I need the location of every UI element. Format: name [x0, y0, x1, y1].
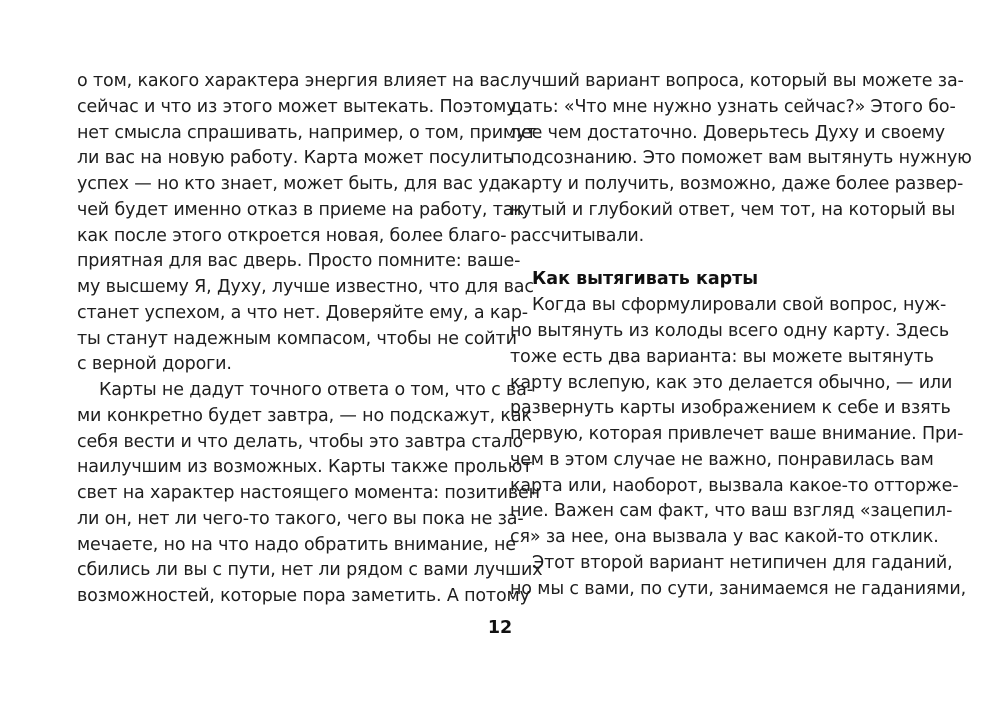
section-gap — [510, 249, 925, 266]
text-line: мечаете, но на что надо обратить внимание, не — [77, 534, 516, 555]
text-line: возможностей, которые пора заметить. А потому — [77, 586, 530, 606]
text-line: ли он, нет ли чего-то такого, чего вы пока не за- — [77, 508, 524, 529]
right-column — [510, 69, 972, 602]
text-line: успех — но кто знает, может быть, для вас уда- — [77, 174, 518, 194]
text-line: подсознанию. Это поможет вам вытянуть нужную — [510, 148, 972, 169]
section-heading: Как вытягивать карты — [532, 269, 759, 290]
text-line: карту и получить, возможно, даже более развер- — [510, 174, 964, 194]
left-column — [77, 69, 543, 610]
text-line: Карты не дадут точного ответа о том, что с ва- — [99, 380, 533, 400]
text-line: развернуть карты изображением к себе и взять — [510, 398, 951, 419]
text-line: лучший вариант вопроса, который вы можете за- — [510, 71, 964, 91]
text-line: но вытянуть из колоды всего одну карту. Здесь — [510, 321, 950, 341]
text-line: о том, какого характера энергия влияет на вас — [77, 71, 510, 91]
text-line: ли вас на новую работу. Карта может посулить — [77, 148, 513, 169]
text-line: тоже есть два варианта: вы можете вытянуть — [510, 346, 934, 367]
text-line: нутый и глубокий ответ, чем тот, на который вы — [510, 199, 956, 220]
text-line: лее чем достаточно. Доверьтесь Духу и своему — [510, 122, 945, 143]
text-line: дать: «Что мне нужно узнать сейчас?» Этого бо- — [510, 96, 956, 117]
text-line: карта или, наоборот, вызвала какое-то отторже- — [510, 475, 959, 496]
text-line: рассчитывали. — [510, 225, 645, 246]
text-line: карту вслепую, как это делается обычно, — или — [510, 372, 953, 393]
right-column-text-bottom — [510, 293, 966, 602]
text-line: приятная для вас дверь. Просто помните: ваше- — [77, 251, 521, 272]
text-line: с верной дороги. — [77, 354, 232, 375]
text-line: первую, которая привлечет ваше внимание. При- — [510, 424, 964, 444]
text-line: ся» за нее, она вызвала у вас какой-то отклик. — [510, 527, 939, 547]
text-line: му высшему Я, Духу, лучше известно, что для вас — [77, 277, 534, 297]
text-line: сбились ли вы с пути, нет ли рядом с вами лучших — [77, 560, 543, 581]
text-line: чей будет именно отказ в приеме на работу, так — [77, 199, 524, 220]
page-number: 12 — [487, 618, 513, 638]
text-line: ние. Важен сам факт, что ваш взгляд «зацепил- — [510, 501, 953, 522]
text-line: сейчас и что из этого может вытекать. Поэтому — [77, 96, 517, 117]
text-line: себя вести и что делать, чтобы это завтра стало — [77, 431, 524, 452]
text-line: Этот второй вариант нетипичен для гаданий, — [532, 552, 953, 573]
text-line: нет смысла спрашивать, например, о том, примут — [77, 122, 537, 143]
text-line: как после этого откроется новая, более благо- — [77, 225, 507, 246]
text-line: Когда вы сформулировали свой вопрос, нуж- — [532, 295, 947, 316]
text-line: ты станут надежным компасом, чтобы не сойти — [77, 328, 517, 349]
text-line: станет успехом, а что нет. Доверяйте ему, а кар- — [77, 302, 528, 323]
text-line: ми конкретно будет завтра, — но подскажут, как — [77, 405, 532, 426]
text-line: наилучшим из возможных. Карты также прольют — [77, 457, 533, 478]
text-line: чем в этом случае не важно, понравилась вам — [510, 449, 934, 470]
right-column-text-top — [510, 69, 972, 249]
text-line: но мы с вами, по сути, занимаемся не гаданиями, — [510, 578, 966, 599]
text-line: свет на характер настоящего момента: позитивен — [77, 483, 540, 503]
